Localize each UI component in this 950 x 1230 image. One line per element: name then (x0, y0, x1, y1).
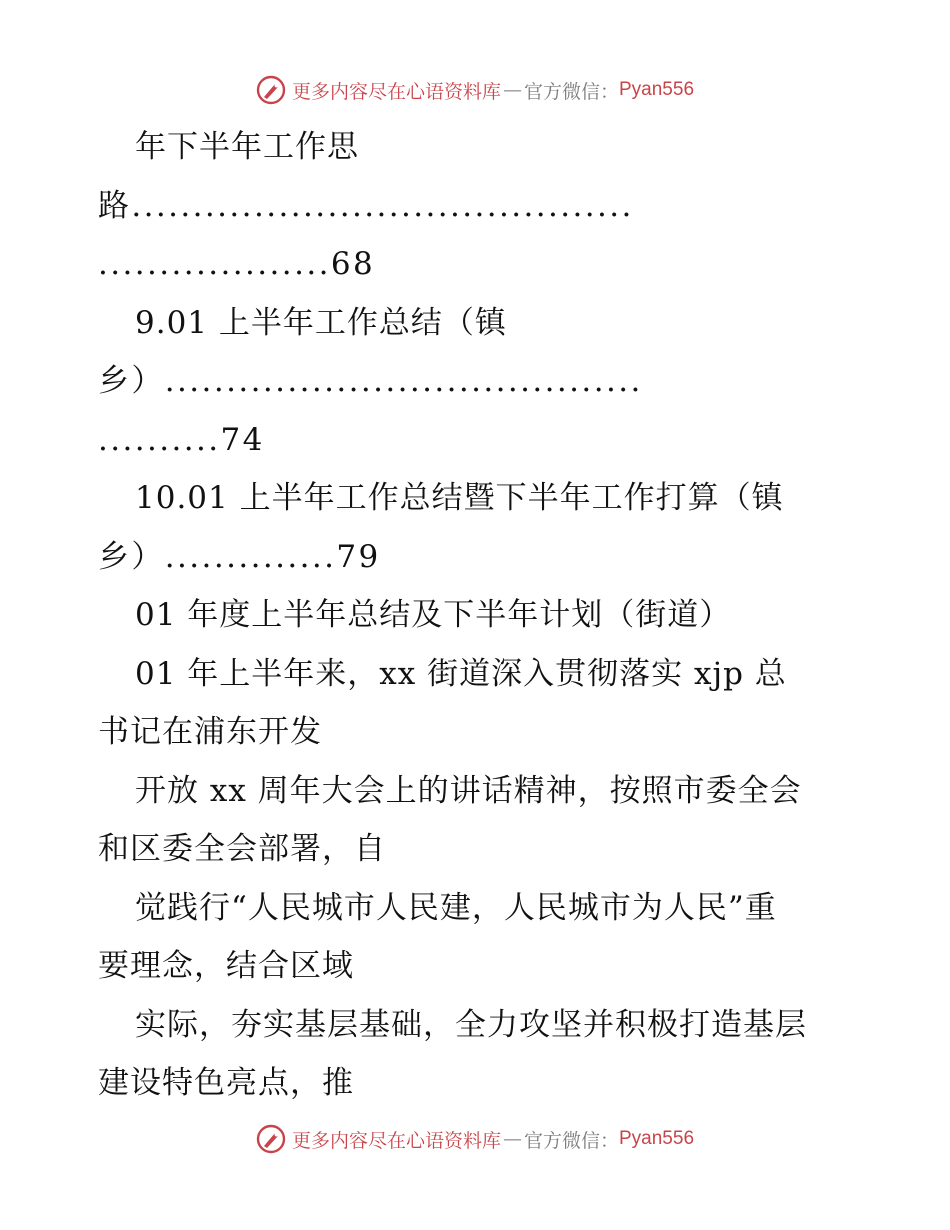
text-line: 觉践行“人民城市人民建，人民城市为人民”重 (135, 889, 777, 926)
text-line: 要理念，结合区域 (98, 948, 354, 984)
text-line: 10.01 上半年工作总结暨下半年工作打算（镇 (135, 480, 784, 516)
watermark-tail-text: 官方微信： (523, 1129, 619, 1152)
pen-logo-icon (256, 1124, 286, 1154)
text-line: 实际，夯实基层基础，全力攻坚并积极打造基层 (135, 1006, 807, 1043)
watermark-wechat-id: Pyan556 (619, 79, 695, 100)
text-line: 年下半年工作思 (135, 129, 359, 165)
text-line: ...................68 (98, 246, 376, 282)
pen-logo-icon (256, 75, 286, 105)
text-line: 乡）....................................... (98, 363, 643, 399)
watermark-main-text: 更多内容尽在心语资料库 (291, 80, 501, 103)
text-line: 乡）..............79 (98, 538, 381, 575)
text-line: ..........74 (98, 421, 265, 458)
watermark-dash: — (502, 1128, 522, 1150)
watermark-tail-text: 官方微信： (523, 80, 619, 103)
footer-watermark (0, 1119, 950, 1159)
watermark-dash: — (502, 79, 522, 101)
text-line: 01 年上半年来，xx 街道深入贯彻落实 xjp 总 (135, 655, 787, 692)
text-line: 开放 xx 周年大会上的讲话精神，按照市委全会 (135, 772, 802, 809)
watermark-wechat-id: Pyan556 (619, 1128, 695, 1149)
text-line: 建设特色亮点，推 (98, 1065, 354, 1101)
text-line: 和区委全会部署，自 (98, 831, 386, 867)
text-line: 书记在浦东开发 (98, 714, 322, 750)
watermark-main-text: 更多内容尽在心语资料库 (291, 1129, 501, 1152)
header-watermark (0, 70, 950, 110)
document-body (98, 118, 858, 1113)
text-line: 路......................................... (98, 187, 634, 224)
text-line: 9.01 上半年工作总结（镇 (135, 304, 507, 341)
text-line: 01 年度上半年总结及下半年计划（街道） (135, 597, 732, 633)
